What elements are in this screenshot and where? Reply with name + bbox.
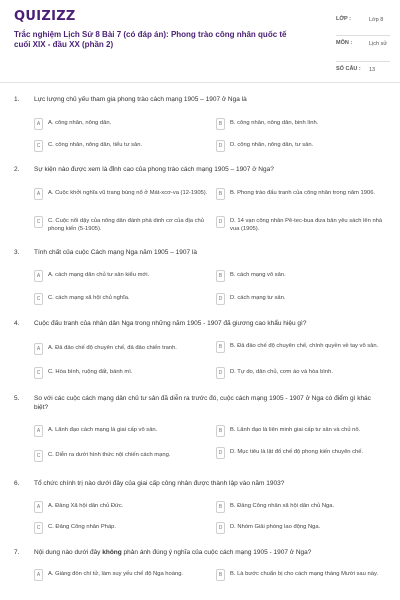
question-count-label: SỐ CÂU :: [336, 66, 361, 72]
question-text: 6. Tổ chức chính trị nào dưới đây của giai cấp công nhân được thành lập vào năm 1903?: [14, 480, 285, 487]
option-letter-box: A: [34, 270, 43, 282]
option-letter-box: C: [34, 450, 43, 462]
question-6: 6. Tổ chức chính trị nào dưới đây của giai cấp công nhân được thành lập vào năm 1903? A A. Đảng Xã hội dân chủ Đức. B B. Đảng Công nhân xã hội dân chủ Nga. C C. Đảng Công nhân Pháp. D D. Nhóm Giải phóng lao động Nga.: [14, 480, 386, 540]
question-5: 5. So với các cuộc cách mạng dân chủ tư sản đã diễn ra trước đó, cuộc cách mạng 1905 - 1907 ở Nga có điểm gì khác biệt? A A. Lãnh đạo cách mạng là giai cấp vô sản. B B. Lãnh đạo là liên minh giai cấp tư sản và chủ nô. C C. Diễn ra dưới hình thức nội chiến cách mạng. D D. Mục tiêu là lật đổ chế độ phong kiến chuyên chế.: [14, 395, 386, 470]
option-letter-box: D: [216, 140, 225, 152]
option-letter-box: D: [216, 293, 225, 305]
option-letter-box: D: [216, 522, 225, 534]
option-letter-box: A: [34, 118, 43, 130]
option-letter-box: B: [216, 188, 225, 200]
worksheet-title: Trắc nghiệm Lịch Sử 8 Bài 7 (có đáp án): Phong trào công nhân quốc tế cuối XIX - đầu XX (phần 2): [14, 30, 287, 49]
option-letter-box: A: [34, 188, 43, 200]
question-3: 3. Tính chất của cuộc Cách mạng Nga năm 1905 – 1907 là A A. cách mạng dân chủ tư sản kiểu mới. B B. cách mạng vô sản. C C. cách mạng xã hội chủ nghĩa. D D. cách mạng tư sản.: [14, 249, 386, 311]
option-letter-box: B: [216, 425, 225, 437]
question-number: 7.: [14, 549, 20, 556]
option-letter-box: C: [34, 367, 43, 379]
subject-value: Lịch sử: [369, 41, 388, 47]
emphasis-word: không: [102, 549, 122, 556]
option-letter-box: B: [216, 501, 225, 513]
class-label: LỚP :: [336, 16, 351, 22]
option-letter-box: B: [216, 270, 225, 282]
option-letter-box: A: [34, 501, 43, 513]
question-number: 4.: [14, 320, 20, 327]
question-7: 7. Nội dung nào dưới đây không phản ánh đúng ý nghĩa của cuộc cách mạng 1905 - 1907 ở Nga? A A. Giáng đòn chí tử, làm suy yếu chế độ Nga hoàng. B B. Là bước chuẩn bị cho cách mạng tháng Mười sau này.: [14, 549, 386, 597]
class-value: Lớp 8: [369, 17, 384, 23]
class-field: [336, 16, 390, 34]
option-letter-box: B: [216, 569, 225, 581]
question-number: 6.: [14, 480, 20, 487]
question-number: 2.: [14, 166, 20, 173]
option-letter-box: D: [216, 447, 225, 459]
option-letter-box: C: [34, 522, 43, 534]
question-text: 3. Tính chất của cuộc Cách mạng Nga năm 1905 – 1907 là: [14, 249, 197, 256]
option-letter-box: C: [34, 140, 43, 152]
divider: [336, 35, 390, 36]
question-1: 1. Lực lượng chủ yếu tham gia phong trào cách mạng 1905 – 1907 ở Nga là A A. công nhân, nông dân. B B. công nhân, nông dân, binh lính. C C. công nhân, nông dân, tiểu tư sản. D D. công nhân, nông dân, tư sản.: [14, 96, 386, 158]
question-text: 5. So với các cuộc cách mạng dân chủ tư sản đã diễn ra trước đó, cuộc cách mạng 1905 - 1907 ở Nga có điểm gì khác biệt?: [14, 395, 371, 411]
question-2: 2. Sự kiện nào được xem là đỉnh cao của phong trào cách mạng 1905 – 1907 ở Nga? A A. Cuộc khởi nghĩa vũ trang bùng nổ ở Mát-xcơ-va (12-1905). B B. Phong trào đấu tranh của công nhân trong năm 1906. C C. Cuộc nổi dậy của nông dân đánh phá dinh cơ của địa chủ phong kiến (5-1905). D D. 14 vạn công nhân Pê-tec-bua đưa bản yêu sách lên nhà vua (1905).: [14, 166, 386, 240]
worksheet-header: [0, 0, 400, 83]
question-count-field: [336, 66, 390, 76]
question-4: 4. Cuộc đấu tranh của nhân dân Nga trong những năm 1905 - 1907 đã giương cao khẩu hiệu gì? A A. Đả đảo chế độ chuyên chế, đả đảo chiến tranh. B B. Đả đảo chế độ chuyên chế, chính quyền về tay vô sản. C C. Hòa bình, ruộng đất, bánh mì. D D. Tự do, dân chủ, cơm áo và hòa bình.: [14, 320, 386, 384]
quizizz-logo: QUIZIZZ: [14, 9, 76, 24]
option-letter-box: C: [34, 293, 43, 305]
question-number: 5.: [14, 395, 20, 402]
question-text: 2. Sự kiện nào được xem là đỉnh cao của phong trào cách mạng 1905 – 1907 ở Nga?: [14, 166, 274, 173]
option-letter-box: A: [34, 425, 43, 437]
option-letter-box: C: [34, 216, 43, 228]
question-number: 3.: [14, 249, 20, 256]
question-text: 7. Nội dung nào dưới đây không phản ánh đúng ý nghĩa của cuộc cách mạng 1905 - 1907 ở Nga?: [14, 549, 312, 556]
subject-label: MÔN :: [336, 40, 353, 46]
question-text: 1. Lực lượng chủ yếu tham gia phong trào cách mạng 1905 – 1907 ở Nga là: [14, 96, 247, 103]
option-letter-box: A: [34, 343, 43, 355]
option-letter-box: A: [34, 569, 43, 581]
divider: [336, 61, 390, 62]
option-letter-box: B: [216, 118, 225, 130]
option-letter-box: D: [216, 367, 225, 379]
question-number: 1.: [14, 96, 20, 103]
option-letter-box: D: [216, 216, 225, 228]
option-letter-box: B: [216, 341, 225, 353]
question-count-value: 13: [369, 67, 376, 73]
subject-field: [336, 40, 390, 58]
question-text: 4. Cuộc đấu tranh của nhân dân Nga trong những năm 1905 - 1907 đã giương cao khẩu hiệu gì?: [14, 320, 307, 327]
